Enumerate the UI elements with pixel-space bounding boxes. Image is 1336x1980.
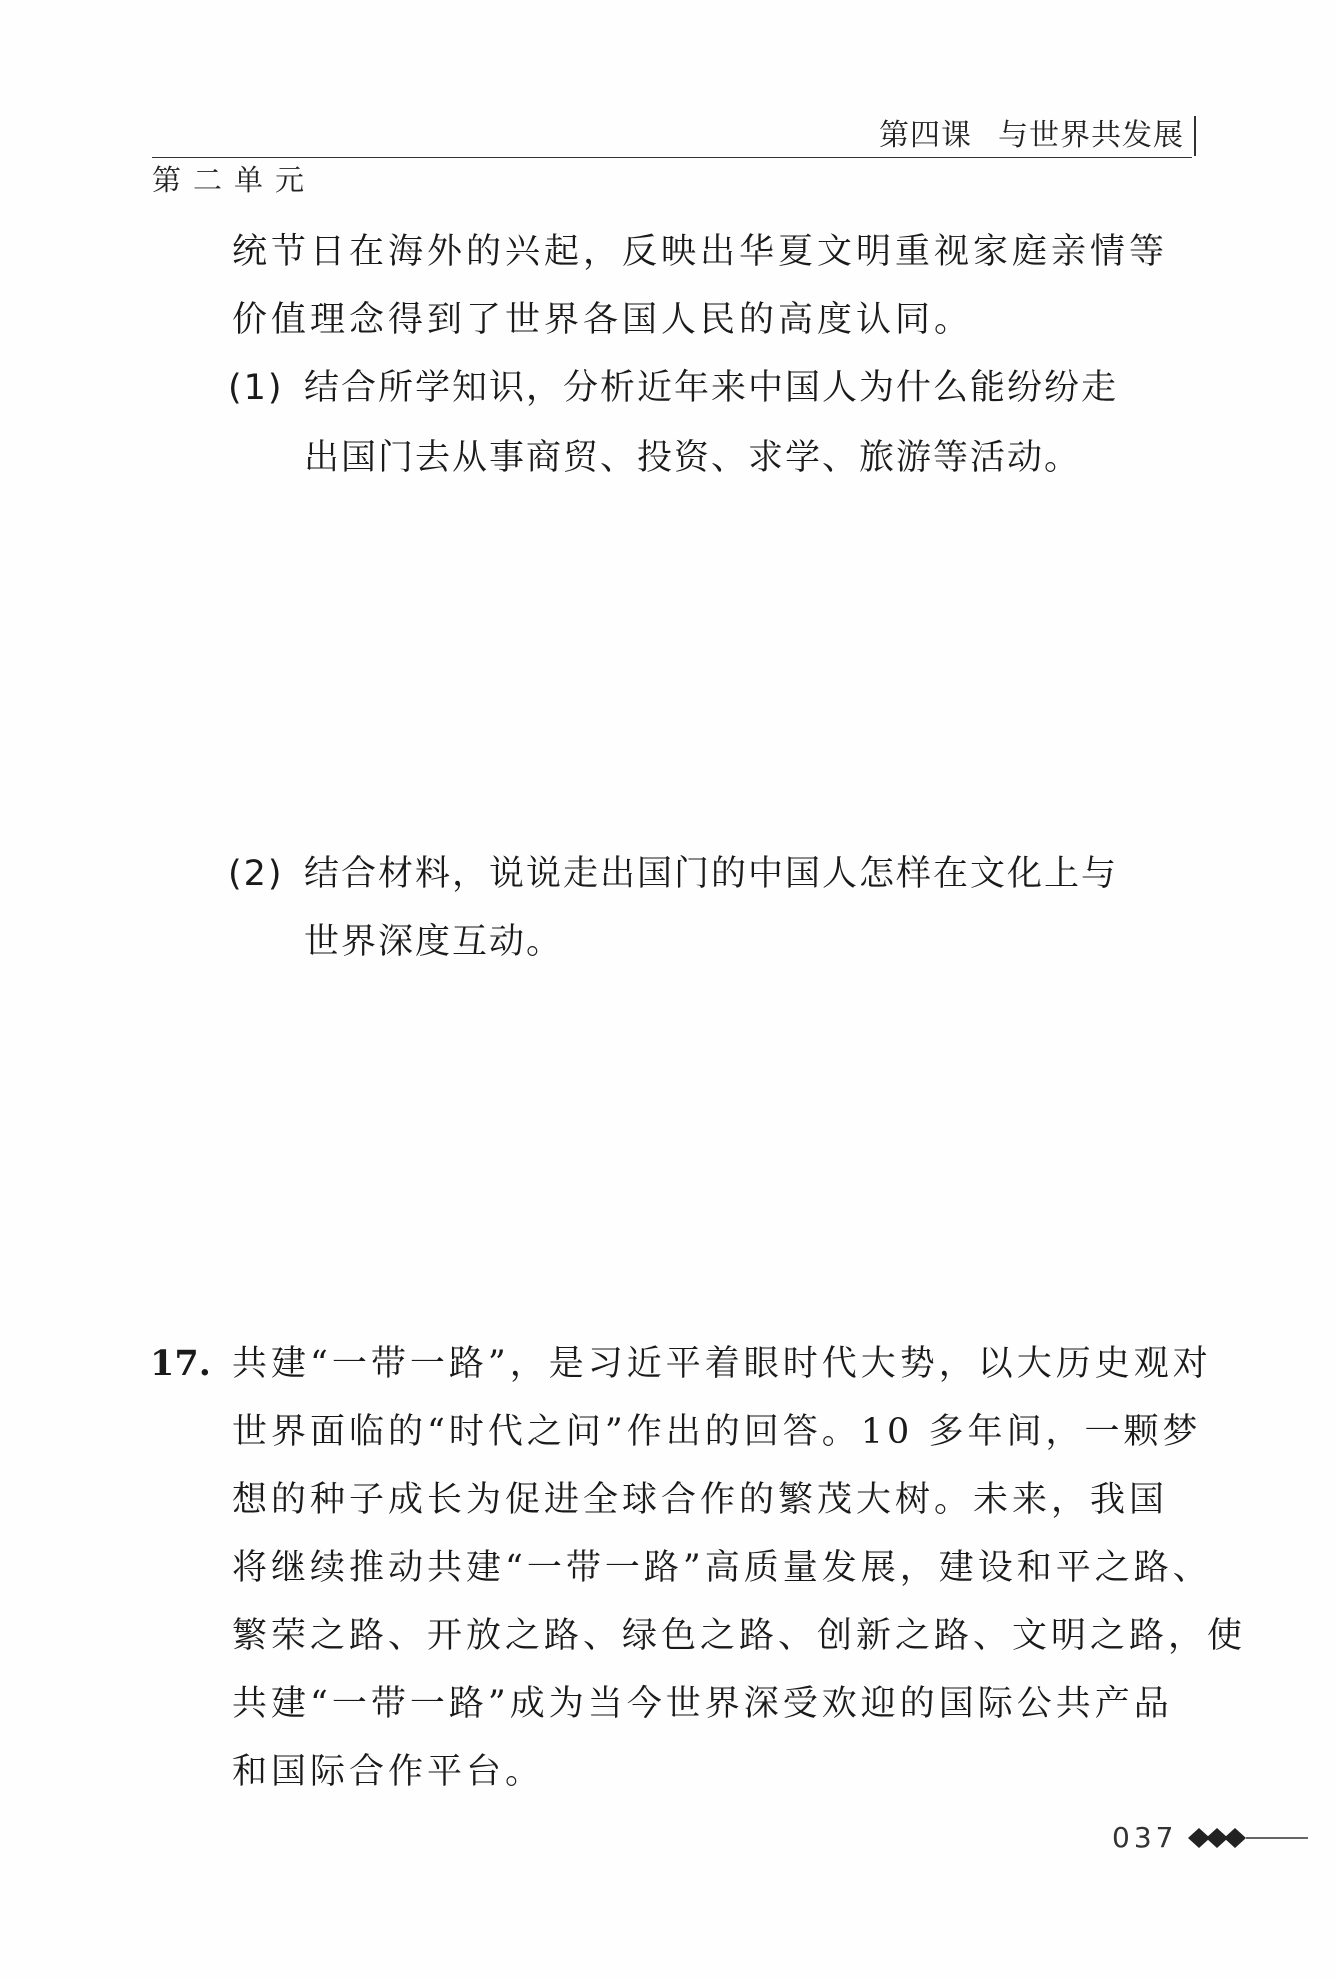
sub-question-1 bbox=[228, 354, 1118, 422]
lesson-title: 与世界共发展 bbox=[998, 118, 1184, 153]
running-header-lesson bbox=[879, 116, 1196, 156]
page-number: 037 bbox=[1112, 1821, 1178, 1854]
header-rule bbox=[152, 157, 1192, 158]
sub-question-2 bbox=[228, 840, 1118, 908]
question-number: 17. bbox=[150, 1343, 211, 1384]
unit-label: 第二单元 bbox=[152, 163, 317, 197]
sub-question-text: 出国门去从事商贸、投资、求学、旅游等活动。 bbox=[304, 438, 1082, 478]
sub-question-number: (1) bbox=[228, 368, 284, 408]
material-continuation-line: 价值理念得到了世界各国人民的高度认同。 bbox=[232, 300, 974, 340]
triple-diamond-icon bbox=[1188, 1826, 1308, 1850]
question-17-line: 将继续推动共建“一带一路”高质量发展，建设和平之路、 bbox=[232, 1548, 1212, 1588]
material-continuation-line: 统节日在海外的兴起，反映出华夏文明重视家庭亲情等 bbox=[232, 232, 1169, 272]
question-17-line: 共建“一带一路”成为当今世界深受欢迎的国际公共产品 bbox=[232, 1684, 1173, 1724]
question-17-line: 共建“一带一路”，是习近平着眼时代大势，以大历史观对 bbox=[232, 1344, 1212, 1384]
lesson-number: 第四课 bbox=[879, 118, 972, 153]
question-17-line: 世界面临的“时代之问”作出的回答。10 多年间，一颗梦 bbox=[232, 1412, 1202, 1452]
question-17-line: 繁荣之路、开放之路、绿色之路、创新之路、文明之路，使 bbox=[232, 1616, 1247, 1656]
sub-question-text: 结合所学知识，分析近年来中国人为什么能纷纷走 bbox=[304, 368, 1119, 408]
question-17-line: 想的种子成长为促进全球合作的繁茂大树。未来，我国 bbox=[232, 1480, 1169, 1520]
sub-question-number: (2) bbox=[228, 854, 284, 894]
sub-question-text: 世界深度互动。 bbox=[304, 922, 564, 962]
question-17-line: 和国际合作平台。 bbox=[232, 1752, 545, 1792]
sub-question-text: 结合材料，说说走出国门的中国人怎样在文化上与 bbox=[304, 854, 1119, 894]
